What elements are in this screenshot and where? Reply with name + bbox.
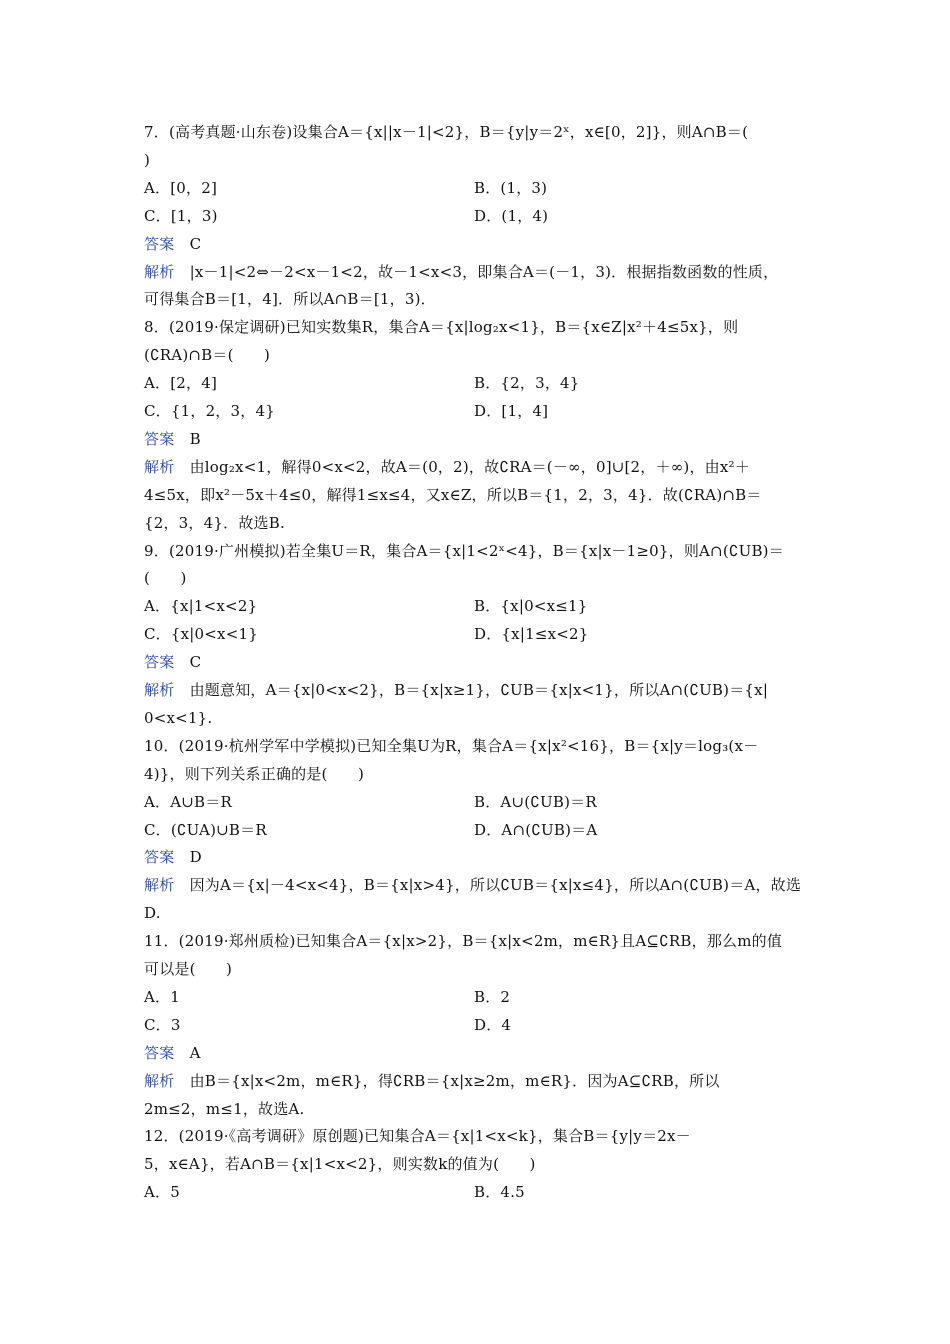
answer-label: 答案 [144, 235, 175, 253]
option: C．[1，3) [144, 207, 218, 225]
question-stem-line: 10．(2019·杭州学军中学模拟)已知全集U为R，集合A＝{x|x²<16}，B＝{x|y＝log₃(x－ [144, 737, 759, 755]
question-stem-line: ) [144, 151, 151, 169]
question-stem-line: 可以是( ) [144, 960, 233, 978]
analysis-text: 由B＝{x|x<2m，m∈R}，得∁RB＝{x|x≥2m，m∈R}．因为A⊆∁RB，所以 [174, 1072, 720, 1090]
answer-value: A [174, 1044, 201, 1062]
option: D．4 [474, 1016, 512, 1034]
analysis-line [144, 457, 750, 477]
analysis-line [144, 513, 285, 533]
option: D．(1，4) [474, 207, 549, 225]
option: A．A∪B＝R [144, 793, 232, 811]
option: C．{1，2，3，4} [144, 402, 275, 420]
option: A．1 [144, 988, 180, 1006]
analysis-label: 解析 [144, 458, 175, 476]
question-stem-line: 4)}，则下列关系正确的是( ) [144, 765, 365, 783]
answer-line [144, 652, 201, 672]
analysis-text: D. [144, 904, 161, 922]
answer-value: D [174, 848, 202, 866]
analysis-line [144, 485, 762, 505]
analysis-line [144, 903, 161, 923]
question-stem-line: 7．(高考真题·山东卷)设集合A＝{x||x－1|<2}，B＝{y|y＝2ˣ，x∈[0，2]}，则A∩B＝( [144, 123, 749, 141]
question-stem-line: 12．(2019·《高考调研》原创题)已知集合A＝{x|1<x<k}，集合B＝{y|y＝2x－ [144, 1127, 691, 1145]
option: C．3 [144, 1016, 181, 1034]
question-stem-line: 11．(2019·郑州质检)已知集合A＝{x|x>2}，B＝{x|x<2m，m∈R}且A⊆∁RB，那么m的值 [144, 932, 783, 950]
answer-line [144, 234, 201, 254]
option: C．{x|0<x<1} [144, 625, 258, 643]
analysis-line [144, 1099, 304, 1119]
analysis-text: 4≤5x，即x²－5x＋4≤0，解得1≤x≤4，又x∈Z，所以B＝{1，2，3，4}．故(∁RA)∩B＝ [144, 486, 762, 504]
answer-label: 答案 [144, 848, 175, 866]
answer-value: B [174, 430, 201, 448]
analysis-label: 解析 [144, 1072, 175, 1090]
answer-line [144, 429, 201, 449]
analysis-label: 解析 [144, 876, 175, 894]
analysis-line [144, 262, 778, 282]
analysis-text: 由log₂x<1，解得0<x<2，故A＝(0，2)，故∁RA＝(－∞，0]∪[2，＋∞)，由x²＋ [174, 458, 750, 476]
option: D．{x|1≤x<2} [474, 625, 589, 643]
option: A．[0，2] [144, 179, 218, 197]
option: C．(∁UA)∪B＝R [144, 821, 267, 839]
answer-line [144, 847, 202, 867]
option: D．[1，4] [474, 402, 549, 420]
answer-value: C [174, 653, 202, 671]
answer-value: C [174, 235, 202, 253]
answer-line [144, 1043, 201, 1063]
option: B．2 [474, 988, 511, 1006]
answer-label: 答案 [144, 1044, 175, 1062]
analysis-text: 2m≤2，m≤1，故选A. [144, 1100, 305, 1118]
option: A．{x|1<x<2} [144, 597, 258, 615]
option: B．(1，3) [474, 179, 548, 197]
question-stem-line: 5，x∈A}，若A∩B＝{x|1<x<2}，则实数k的值为( ) [144, 1155, 536, 1173]
analysis-line [144, 1071, 720, 1091]
option: B．{x|0<x≤1} [474, 597, 588, 615]
analysis-text: 可得集合B＝[1，4]．所以A∩B＝[1，3)． [144, 290, 436, 308]
question-stem-line: ( ) [144, 569, 187, 587]
analysis-line [144, 708, 212, 728]
analysis-text: 由题意知，A＝{x|0<x<2}，B＝{x|x≥1}，∁UB＝{x|x<1}，所以A∩(∁UB)＝{x| [174, 681, 769, 699]
analysis-text: 0<x<1}. [144, 709, 213, 727]
answer-label: 答案 [144, 653, 175, 671]
option: B．A∪(∁UB)＝R [474, 793, 597, 811]
option: A．[2，4] [144, 374, 218, 392]
analysis-line [144, 680, 768, 700]
analysis-line [144, 289, 436, 309]
question-stem-line: 9．(2019·广州模拟)若全集U＝R，集合A＝{x|1<2ˣ<4}，B＝{x|x－1≥0}，则A∩(∁UB)＝ [144, 542, 784, 560]
analysis-text: {2，3，4}．故选B. [144, 514, 285, 532]
option: A．5 [144, 1183, 180, 1201]
option: B．4.5 [474, 1183, 525, 1201]
analysis-label: 解析 [144, 681, 175, 699]
question-stem-line: (∁RA)∩B＝( ) [144, 346, 271, 364]
analysis-text: 因为A＝{x|－4<x<4}，B＝{x|x>4}，所以∁UB＝{x|x≤4}，所以A∩(∁UB)＝A，故选 [174, 876, 802, 894]
option: D．A∩(∁UB)＝A [474, 821, 598, 839]
analysis-line [144, 875, 801, 895]
analysis-text: |x－1|<2⇔－2<x－1<2，故－1<x<3，即集合A＝(－1，3)．根据指数函数的性质， [174, 263, 779, 281]
analysis-label: 解析 [144, 263, 175, 281]
answer-label: 答案 [144, 430, 175, 448]
option: B．{2，3，4} [474, 374, 580, 392]
question-stem-line: 8．(2019·保定调研)已知实数集R，集合A＝{x|log₂x<1}，B＝{x∈Z|x²＋4≤5x}，则 [144, 318, 739, 336]
